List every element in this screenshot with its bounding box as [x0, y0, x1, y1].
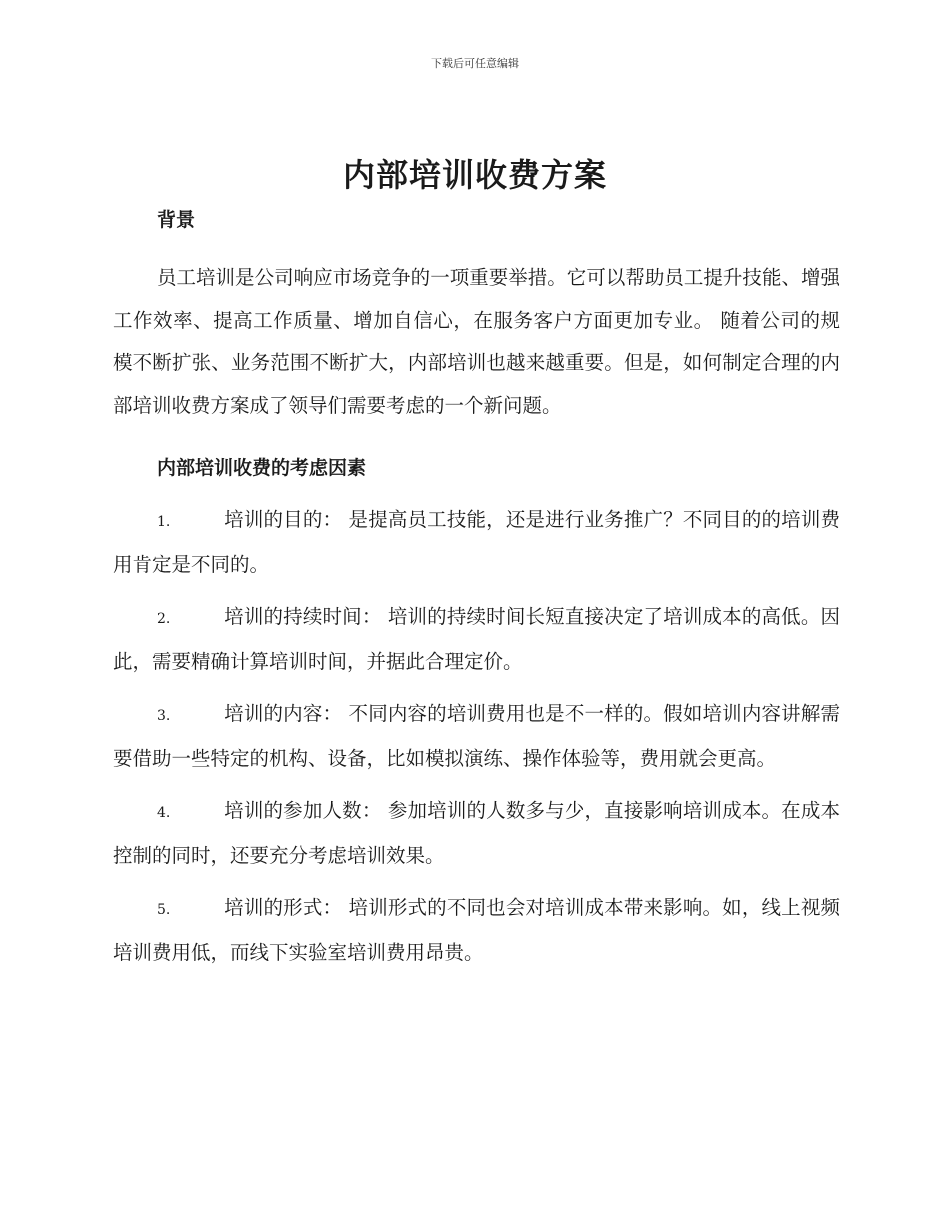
factor-text: 培训的参加人数： 参加培训的人数多与少，直接影响培训成本。在成本控制的同时，还要充分考虑培训效果。 [113, 799, 840, 867]
header-note: 下载后可任意编辑 [431, 57, 519, 70]
factor-number: 4. [157, 805, 171, 821]
section-heading-factors: 内部培训收费的考虑因素 [157, 457, 367, 479]
section-heading-background: 背景 [157, 209, 196, 231]
document-body [113, 203, 840, 974]
background-paragraph: 员工培训是公司响应市场竞争的一项重要举措。它可以帮助员工提升技能、增强工作效率、提高工作质量、增加自信心，在服务客户方面更加专业。 随着公司的规模不断扩张、业务范围不断扩大，内部培训也越来越重要。但是，如何制定合理的内部培训收费方案成了领导们需要考虑的一个新问题。 [113, 266, 840, 417]
factor-number: 2. [157, 611, 171, 627]
factor-item [113, 499, 840, 586]
factor-item [113, 887, 840, 974]
factor-item [113, 596, 840, 683]
factor-number: 3. [157, 708, 171, 724]
factor-number: 1. [157, 514, 171, 530]
factor-text: 培训的内容： 不同内容的培训费用也是不一样的。假如培训内容讲解需要借助一些特定的机构、设备，比如模拟演练、操作体验等，费用就会更高。 [113, 702, 840, 770]
document-title: 内部培训收费方案 [342, 156, 607, 194]
factor-text: 培训的形式： 培训形式的不同也会对培训成本带来影响。如，线上视频培训费用低，而线下实验室培训费用昂贵。 [113, 896, 840, 964]
factor-text: 培训的持续时间： 培训的持续时间长短直接决定了培训成本的高低。因此，需要精确计算培训时间，并据此合理定价。 [113, 605, 840, 673]
factor-text: 培训的目的： 是提高员工技能，还是进行业务推广？不同目的的培训费用肯定是不同的。 [113, 508, 840, 576]
factor-item [113, 693, 840, 780]
factor-number: 5. [157, 902, 171, 918]
factor-item [113, 790, 840, 877]
